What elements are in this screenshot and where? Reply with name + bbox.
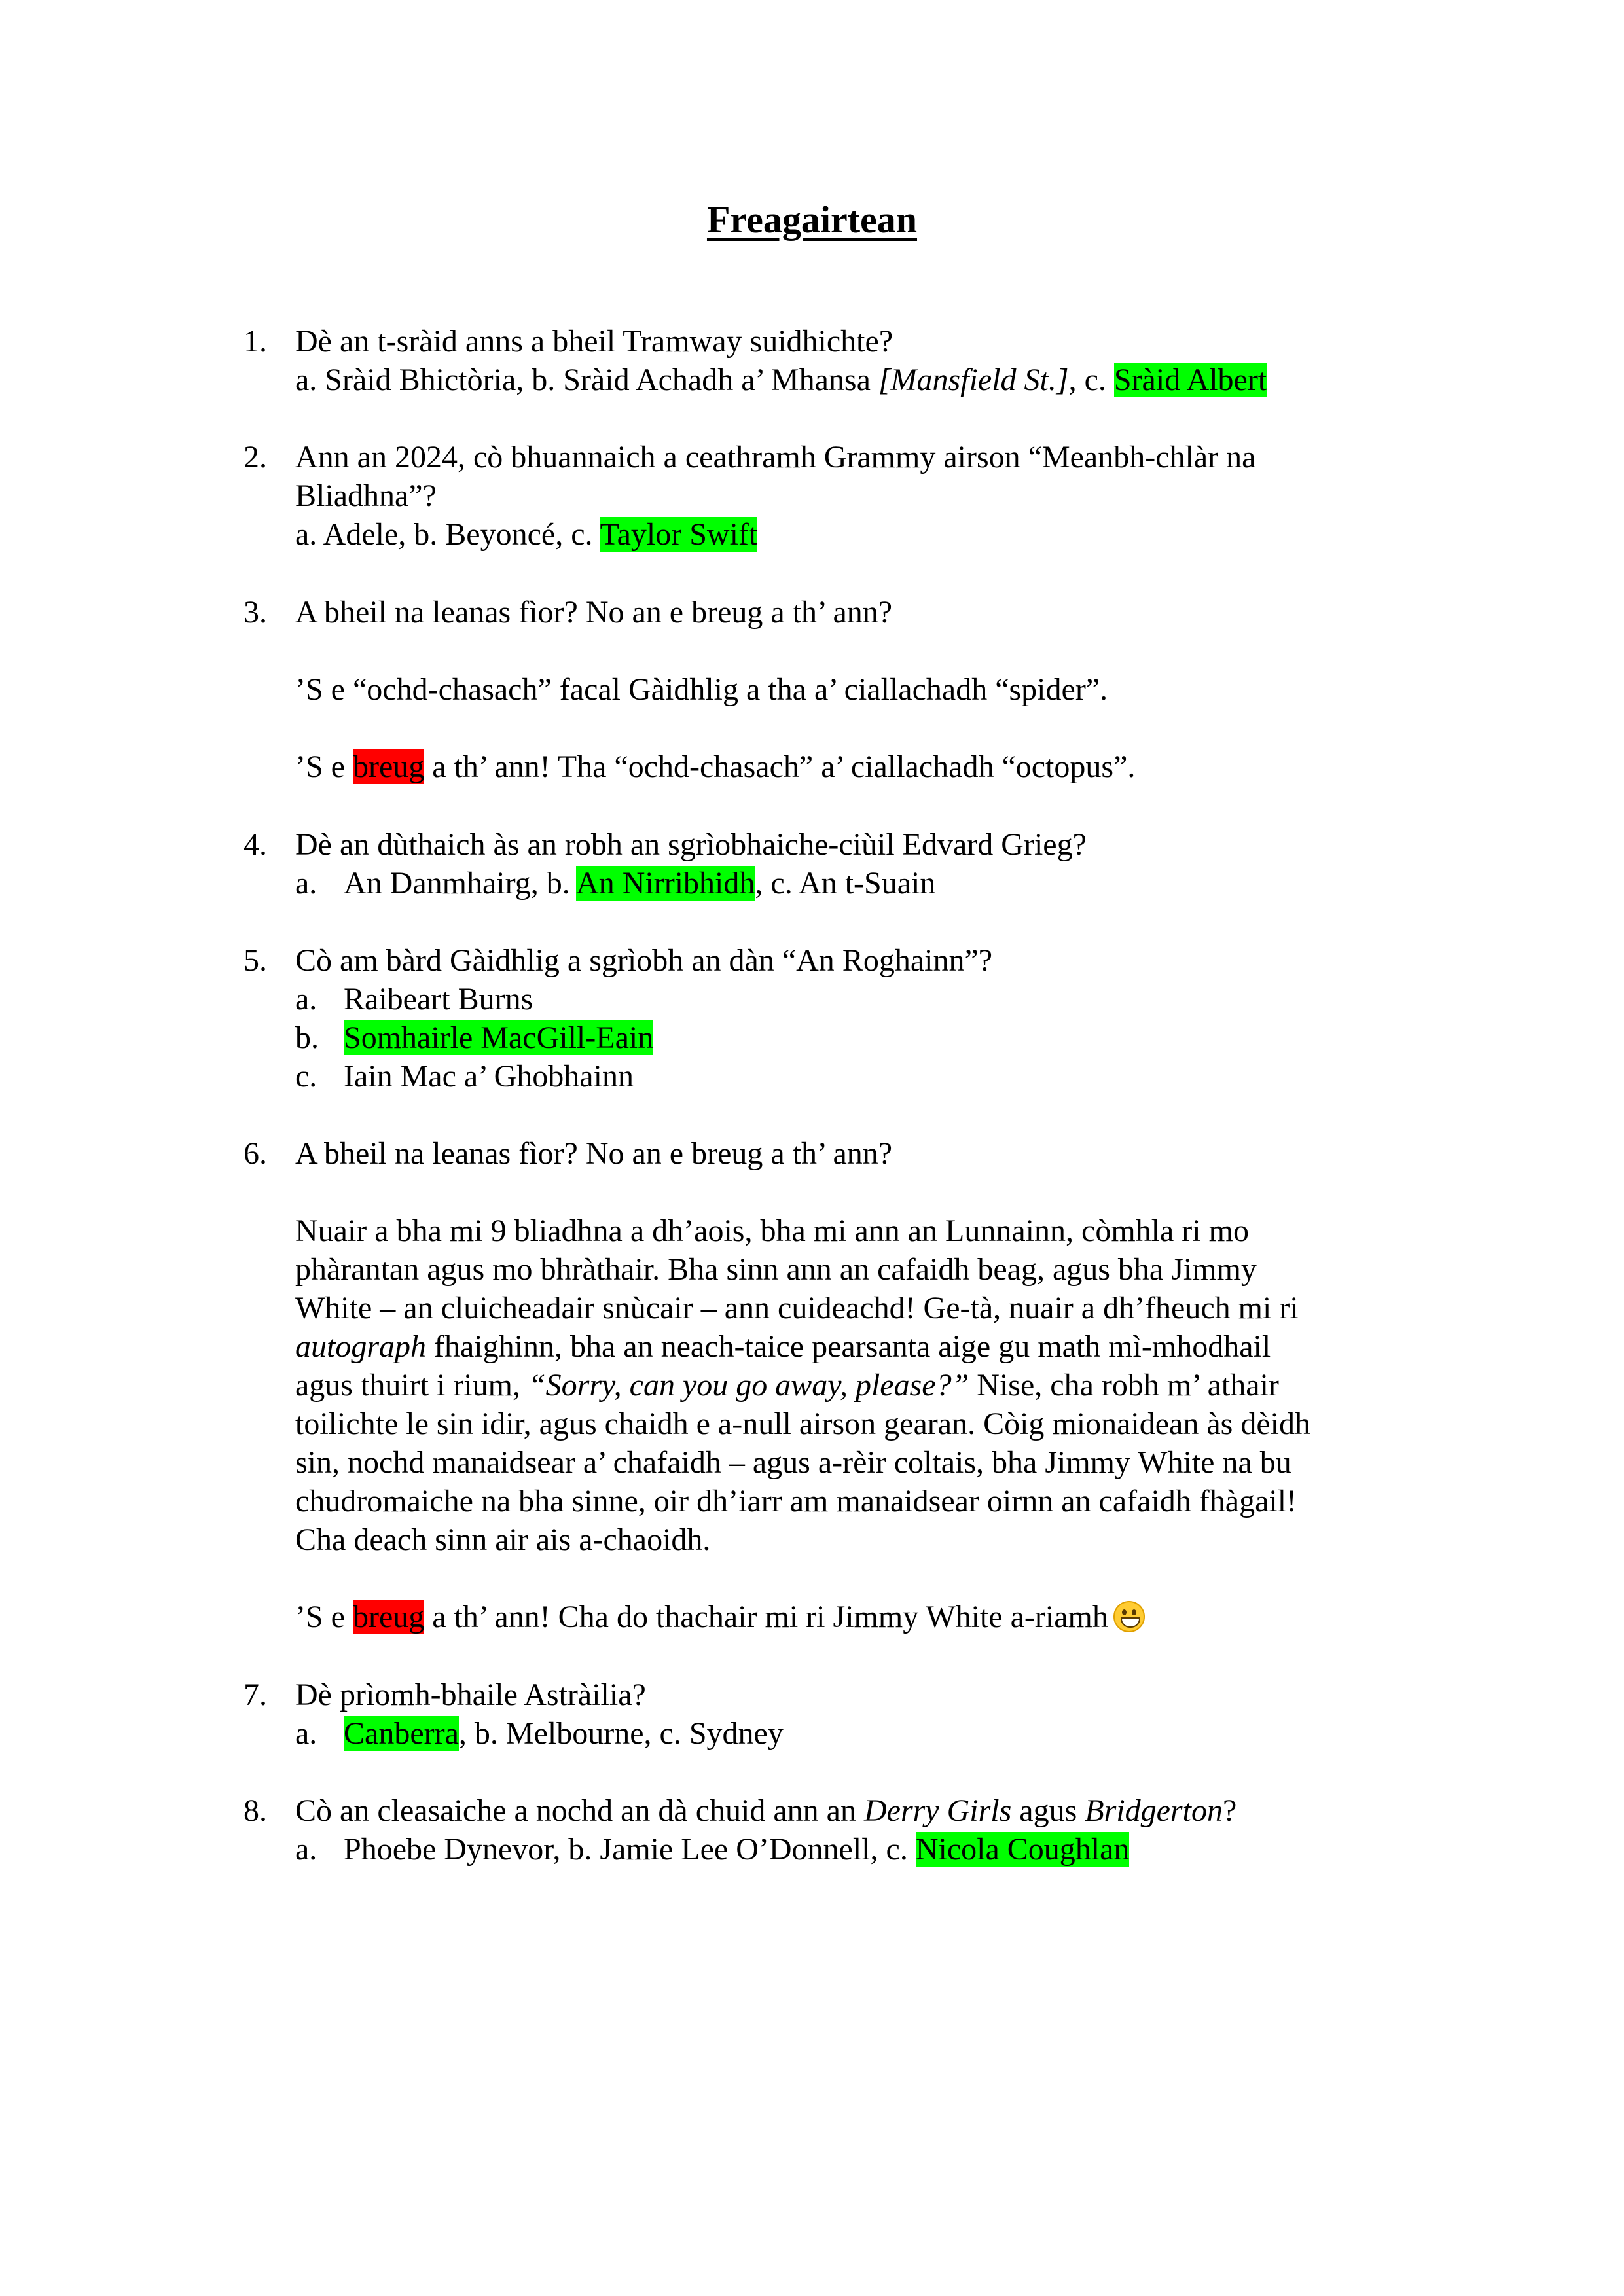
q2-number: 2. [244,440,267,475]
q4-question: Dè an dùthaich às an robh an sgrìobhaiche-ciùil Edvard Grieg? [295,827,1087,862]
q4-option-post: , c. An t-Suain [755,866,936,901]
q1-options [295,361,1267,400]
q7-options [344,1714,784,1753]
q6-story-line8: chudromaiche na bha sinne, oir dh’iarr am manaidsear oirnn an cafaidh fhàgail! [295,1484,1297,1518]
q2-question-line2: Bliadhna”? [295,478,437,513]
q1-answer: Sràid Albert [1113,363,1267,397]
q5-option-a: Raibeart Burns [344,982,533,1016]
q6-story-line5 [295,1366,1279,1405]
q6-story-line5-post: Nise, cha robh m’ athair [969,1368,1279,1403]
q6-story-italic-quote: “Sorry, can you go away, please?” [528,1368,969,1403]
q6-answer-pre: ’S e [295,1600,353,1634]
q1-question: Dè an t-sràid anns a bheil Tramway suidhichte? [295,324,893,359]
q1-option-sep: , c. [1068,363,1114,397]
q6-story-line3: White – an cluicheadair snùcair – ann cuideachd! Ge-tà, nuair a dh’fheuch mi ri [295,1291,1299,1325]
q1-option-italic: [Mansfield St.] [878,363,1069,397]
q6-story-line4-rest: fhaighinn, bha an neach-taice pearsanta aige gu math mì-mhodhail [426,1329,1271,1364]
q5-option-b [344,1018,653,1058]
q6-number: 6. [244,1136,267,1171]
q3-answer-post: a th’ ann! Tha “ochd-chasach” a’ ciallachadh “octopus”. [424,749,1136,784]
q5-question: Cò am bàrd Gàidhlig a sgrìobh an dàn “An Roghainn”? [295,943,993,978]
q6-answer-line [295,1598,1145,1637]
q1-option-text: a. Sràid Bhictòria, b. Sràid Achadh a’ Mhansa [295,363,878,397]
q7-number: 7. [244,1677,267,1712]
q3-answer-false: breug [352,749,425,784]
q6-answer-false: breug [352,1600,425,1634]
q3-answer-pre: ’S e [295,749,353,784]
q4-number: 4. [244,827,267,862]
q6-story-line6: toilichte le sin idir, agus chaidh e a-null airson gearan. Còig mionaidean às dèidh [295,1407,1310,1441]
q7-option-letter: a. [295,1716,317,1751]
q6-story-line4 [295,1327,1271,1367]
grinning-face-mouth [1121,1617,1140,1628]
q5-answer: Somhairle MacGill-Eain [344,1020,654,1055]
q8-number: 8. [244,1793,267,1828]
q6-story-line1: Nuair a bha mi 9 bliadhna a dh’aois, bha mi ann an Lunnainn, còmhla ri mo [295,1213,1249,1248]
q6-story-line5-pre: agus thuirt i rium, [295,1368,528,1403]
q8-options [344,1830,1129,1869]
q6-story-line7: sin, nochd manaidsear a’ chafaidh – agus a-rèir coltais, bha Jimmy White na bu [295,1445,1291,1480]
q3-answer-line [295,747,1135,787]
q2-options [295,515,757,554]
q7-option-post: , b. Melbourne, c. Sydney [458,1716,784,1751]
q2-answer: Taylor Swift [600,517,758,552]
q1-number: 1. [244,324,267,359]
q5-option-c: Iain Mac a’ Ghobhainn [344,1059,634,1094]
q5-letter-c: c. [295,1059,317,1094]
q8-option-pre: Phoebe Dynevor, b. Jamie Lee O’Donnell, c. [344,1832,916,1867]
q5-number: 5. [244,943,267,978]
q3-number: 3. [244,595,267,630]
q8-answer: Nicola Coughlan [915,1832,1130,1867]
q3-statement: ’S e “ochd-chasach” facal Gàidhlig a tha a’ ciallachadh “spider”. [295,672,1108,707]
page-title: Freagairtean [706,198,918,241]
q7-question: Dè prìomh-bhaile Astràilia? [295,1677,646,1712]
q8-show-derry-girls: Derry Girls [863,1793,1012,1828]
q4-option-letter: a. [295,866,317,901]
q8-question-pre: Cò an cleasaiche a nochd an dà chuid ann an [295,1793,864,1828]
q3-question: A bheil na leanas fìor? No an e breug a th’ ann? [295,595,893,630]
q5-letter-b: b. [295,1020,319,1055]
q4-answer: An Nirribhidh [576,866,755,901]
q8-show-bridgerton: Bridgerton [1085,1793,1223,1828]
q8-question [295,1791,1236,1831]
q2-option-text: a. Adele, b. Beyoncé, c. [295,517,600,552]
q8-question-mid: agus [1011,1793,1085,1828]
q6-story-line9: Cha deach sinn air ais a-chaoidh. [295,1522,711,1557]
q8-question-post: ? [1222,1793,1237,1828]
q4-options [344,864,935,903]
q6-story-italic-autograph: autograph [295,1329,427,1364]
q6-story-line2: phàrantan agus mo bhràthair. Bha sinn ann an cafaidh beag, agus bha Jimmy [295,1252,1257,1287]
grinning-face-icon [1113,1601,1145,1632]
q5-letter-a: a. [295,982,317,1016]
q4-option-pre: An Danmhairg, b. [344,866,577,901]
q2-question-line1: Ann an 2024, cò bhuannaich a ceathramh Grammy airson “Meanbh-chlàr na [295,440,1256,475]
q8-option-letter: a. [295,1832,317,1867]
q6-answer-post: a th’ ann! Cha do thachair mi ri Jimmy White a-riamh [424,1600,1108,1634]
q6-question: A bheil na leanas fìor? No an e breug a th’ ann? [295,1136,893,1171]
q7-answer: Canberra [344,1716,459,1751]
